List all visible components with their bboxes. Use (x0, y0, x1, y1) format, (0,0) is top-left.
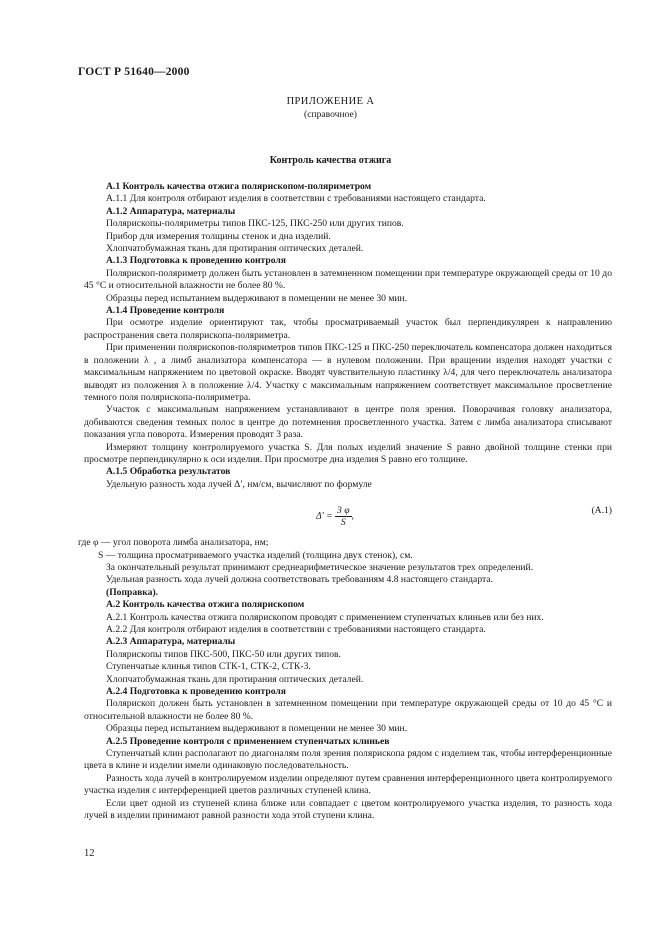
paragraph: S — толщина просматриваемого участка изделий (толщина двух стенок), см. (98, 549, 413, 561)
paragraph: А.2.1 Контроль качества отжига полярископом проводят с применением ступенчатых клиньев или без них. (106, 611, 544, 623)
paragraph: При применении полярископов-поляриметров типов ПКС-125 и ПКС-250 переключатель компенсатора должен находиться в положении λ , а лимб анализатора компенсатора — в нулевом положении. При вращении изделия находят участки с максимальным напряжением по цветовой окраске. Вводят чувствительную пластинку λ/4, для чего переключатель анализатора выводят из положения λ в положение λ/4. Участку с максимальным напряжением соответствует максимальное просветление темного поля полярископа-поляриметра. (84, 342, 612, 403)
section-heading: А.1.3 Подготовка к проведению контроля (106, 255, 286, 267)
formula-expression (316, 505, 354, 528)
section-heading: А.2.3 Аппаратура, материалы (106, 636, 236, 648)
paragraph: Полярископы-поляриметры типов ПКС-125, ПКС-250 или других типов. (106, 218, 404, 230)
formula-a1 (84, 491, 612, 537)
paragraph: Полярископ-поляриметр должен быть установлен в затемненном помещении при температуре окружающей среды от 10 до 45 °С и относительной влажности не более 80 %. (84, 267, 612, 292)
formula-numerator: 3 φ (337, 505, 350, 517)
annex-subtitle: (справочное) (304, 109, 357, 120)
paragraph: Образцы перед испытанием выдерживают в помещении не менее 30 мин. (106, 292, 408, 304)
page-number: 12 (84, 848, 95, 859)
paragraph: Удельную разность хода лучей Δ′, нм/см, вычисляют по формуле (106, 478, 372, 490)
paragraph: Участок с максимальным напряжением устанавливают в центре поля зрения. Поворачивая головку анализатора, добиваются сведения темных полос в центре до потемнения просветленного участка. Затем с лимба анализатора списывают показания угла поворота. Измерения проводят 3 раза. (84, 404, 612, 441)
paragraph: Ступенчатый клин располагают по диагоналям поля зрения полярископа рядом с изделием так, чтобы интерференционные цвета в клине и изделии имели одинаковую последовательность. (84, 748, 612, 772)
section-heading: А.1 Контроль качества отжига полярископом-поляриметром (106, 181, 372, 192)
paragraph: Если цвет одной из ступеней клина ближе или совпадает с цветом контролируемого участка изделия, то разность хода лучей в изделии принимают равной разности хода этой ступени клина. (84, 797, 612, 822)
paragraph: Ступенчатые клинья типов СТК-1, СТК-2, СТК-3. (106, 661, 311, 673)
section-heading: А.2 Контроль качества отжига полярископом (106, 599, 305, 611)
paragraph: Измеряют толщину контролируемого участка S. Для полых изделий значение S равно двойной толщине стенки при просмотре перпендикулярно к оси изделия. При просмотре дна изделия S равно его толщине. (84, 441, 612, 465)
paragraph: Полярископы типов ПКС-500, ПКС-50 или других типов. (106, 648, 341, 660)
paragraph: Прибор для измерения толщины стенок и дна изделий. (106, 230, 331, 242)
paragraph: Удельная разность хода лучей должна соответствовать требованиям 4.8 настоящего стандарта. (106, 574, 493, 586)
paragraph: Хлопчатобумажная ткань для протирания оптических деталей. (106, 243, 364, 255)
formula-lhs: Δ′ = (316, 510, 333, 522)
section-title: Контроль качества отжига (269, 155, 392, 166)
section-heading: А.2.5 Проведение контроля с применением ступенчатых клиньев (106, 735, 390, 747)
formula-number: (А.1) (591, 505, 612, 517)
standard-header: ГОСТ Р 51640—2000 (78, 66, 190, 78)
paragraph: За окончательный результат принимают среднеарифметическое значение результатов трех определений. (106, 561, 534, 573)
paragraph: Образцы перед испытанием выдерживают в помещении не менее 30 мин. (106, 723, 408, 735)
paragraph: Разность хода лучей в контролируемом изделии определяют путем сравнения интерференционного цвета контролируемого участка изделия с интерференцией цветов различных ступеней клина. (84, 772, 612, 797)
section-heading: А.1.5 Обработка результатов (106, 466, 231, 478)
section-heading: А.1.2 Аппаратура, материалы (106, 205, 236, 217)
formula-denominator: S (340, 517, 346, 529)
document-body (78, 181, 612, 823)
formula-tail: , (351, 510, 354, 522)
section-heading: (Поправка). (106, 586, 159, 598)
formula-fraction (335, 505, 352, 528)
paragraph: А.1.1 Для контроля отбирают изделия в соответствии с требованиями настоящего стандарта. (106, 193, 486, 205)
paragraph: При осмотре изделие ориентируют так, чтобы просматриваемый участок был перпендикулярен к направлению распространения света полярископа-поляриметра. (84, 317, 612, 341)
annex-title: ПРИЛОЖЕНИЕ А (286, 96, 375, 107)
paragraph: где φ — угол поворота лимба анализатора, нм; (78, 537, 269, 549)
section-heading: А.2.4 Подготовка к проведению контроля (106, 686, 286, 698)
paragraph: А.2.2 Для контроля отбирают изделия в соответствии с требованиями настоящего стандарта. (106, 624, 486, 635)
paragraph: Хлопчатобумажная ткань для протирания оптических деталей. (106, 673, 364, 685)
section-heading: А.1.4 Проведение контроля (106, 305, 225, 317)
paragraph: Полярископ должен быть установлен в затемненном помещении при температуре окружающей среды от 10 до 45 °С и относительной влажности не более 80 %. (84, 698, 612, 722)
